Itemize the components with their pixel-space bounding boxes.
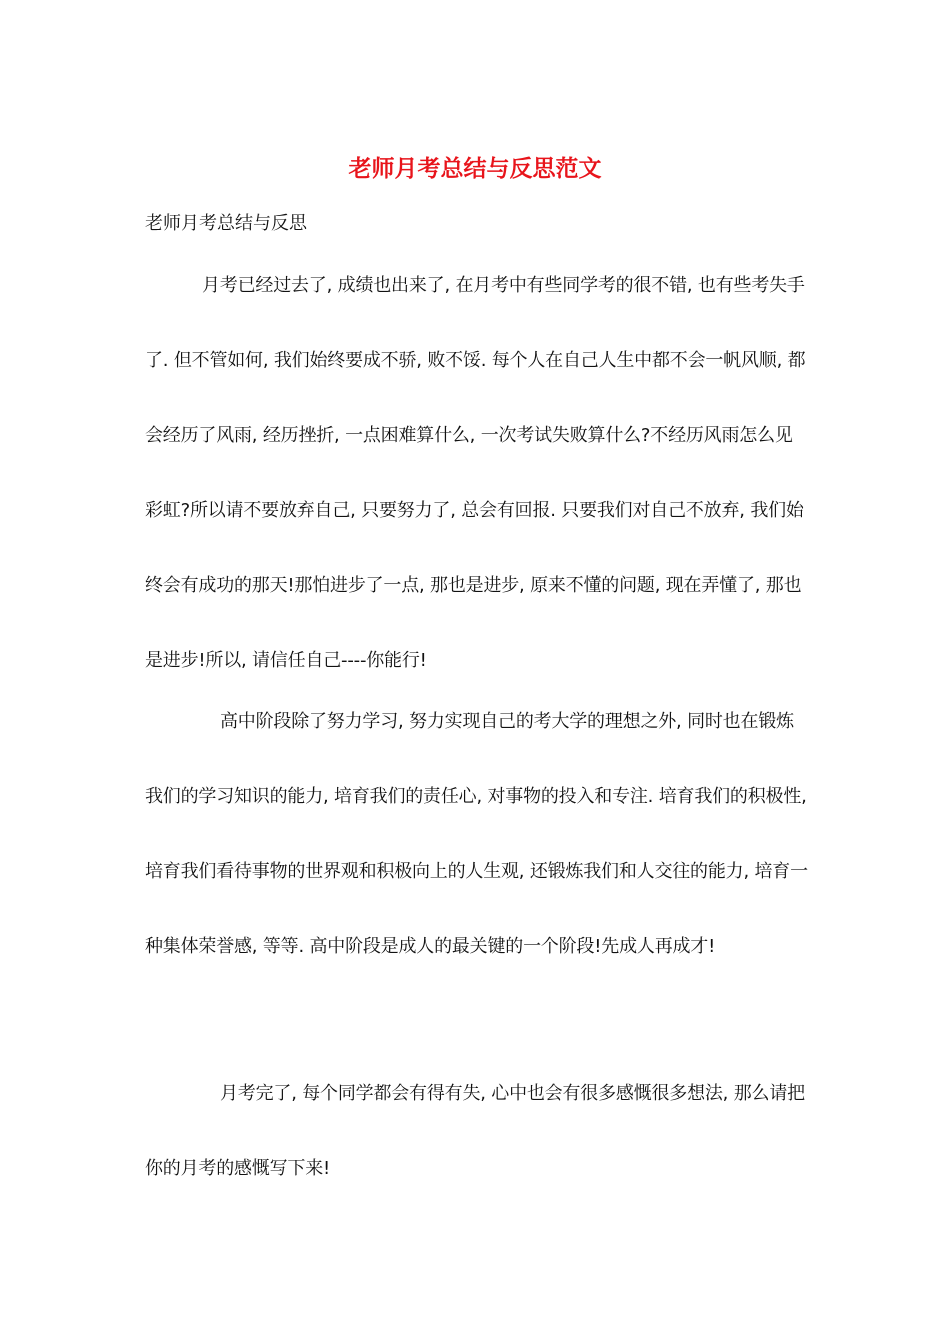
paragraph-2: 高中阶段除了努力学习, 努力实现自己的考大学的理想之外, 同时也在锻炼我们的学习知识的能力, 培育我们的责任心, 对事物的投入和专注. 培育我们的积极性, 培育我们看待事物的世界观和积极向上的人生观, 还锻炼我们和人交往的能力, 培育一种集体荣誉感, 等等. 高中阶段是成人的最关键的一个阶段!先成人再成才! — [145, 711, 808, 957]
paragraph-3: 月考完了, 每个同学都会有得有失, 心中也会有很多感慨很多想法, 那么请把你的月考的感慨写下来! — [145, 1083, 805, 1179]
paragraph-1: 月考已经过去了, 成绩也出来了, 在月考中有些同学考的很不错, 也有些考失手了. 但不管如何, 我们始终要成不骄, 败不馁. 每个人在自己人生中都不会一帆风顺, 都会经历了风雨, 经历挫折, 一点困难算什么, 一次考试失败算什么?不经历风雨怎么见彩虹?所以请不要放弃自己, 只要努力了, 总会有回报. 只要我们对自己不放弃, 我们始终会有成功的那天!那怕进步了一点, 那也是进步, 原来不懂的问题, 现在弄懂了, 那也是进步!所以, 请信任自己----你能行! — [145, 275, 806, 671]
document-title: 老师月考总结与反思范文 — [348, 155, 602, 182]
document-subtitle: 老师月考总结与反思 — [145, 213, 307, 234]
